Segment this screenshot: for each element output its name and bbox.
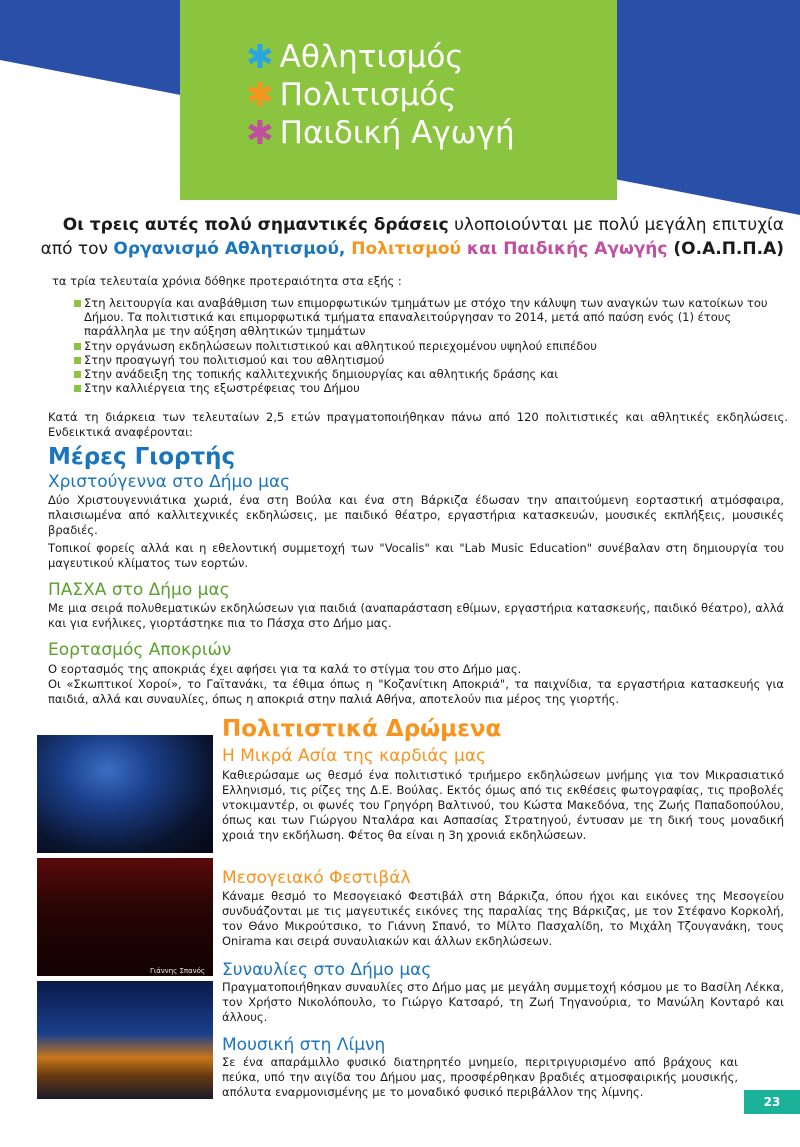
- holidays-heading: Μέρες Γιορτής: [48, 444, 236, 470]
- pianist-photo: [37, 858, 213, 976]
- concerts-text: Πραγματοποιήθηκαν συναυλίες στο Δήμο μας με μεγάλη συμμετοχή κόσμου με το Βασίλη Λέκκα, τον Χρήστο Νικολόπουλο, το Γιώργο Κατσαρό, τη Ζωή Τηγανούρια, το Μανώλη Κονταρό και άλλους.: [222, 980, 784, 1024]
- lake-heading: Μουσική στη Λίμνη: [222, 1035, 386, 1055]
- asterisk-icon: ✱: [246, 37, 274, 76]
- photo-caption: Γιάννης Σπανός: [150, 967, 206, 975]
- easter-heading: ΠΑΣΧΑ στο Δήμο μας: [48, 580, 230, 600]
- carnival-text: Ο εορτασμός της αποκριάς έχει αφήσει για τα καλά το στίγμα του στο Δήμο μας.: [48, 662, 522, 676]
- list-item: Στην ανάδειξη της τοπικής καλλιτεχνικής δημιουργίας και αθλητικής δράσης και: [74, 367, 774, 381]
- concerts-heading: Συναυλίες στο Δήμο μας: [222, 960, 432, 980]
- org-sports: Οργανισμό Αθλητισμού,: [113, 239, 346, 259]
- mediterranean-heading: Μεσογειακό Φεστιβάλ: [222, 868, 411, 888]
- christmas-heading: Χριστούγεννα στο Δήμο μας: [48, 472, 291, 492]
- asterisk-icon: ✱: [246, 75, 274, 114]
- carnival-heading: Εορτασμός Αποκριών: [48, 640, 232, 660]
- intro-text: υλοποιούνται με πολύ μεγάλη επιτυχία: [448, 215, 784, 235]
- header-line-education: [246, 114, 617, 152]
- header-box: [180, 0, 617, 200]
- priorities-lead: τα τρία τελευταία χρόνια δόθηκε προτεραιότητα στα εξής :: [52, 274, 402, 288]
- header-sports-text: Αθλητισμός: [279, 39, 464, 75]
- list-item: Στη λειτουργία και αναβάθμιση των επιμορφωτικών τμημάτων με στόχο την κάλυψη των αναγκών των κατοίκων του Δήμου. Τα πολιτιστικά και επιμορφωτικά τμήματα επαναλειτούργησαν το 2014, μετά από παύση ενός (1) έτους παράλληλα με την αύξηση αθλητικών τμημάτων: [74, 296, 774, 339]
- asterisk-icon: ✱: [246, 113, 274, 152]
- page-number: 23: [744, 1090, 800, 1114]
- header-culture-text: Πολιτισμός: [279, 77, 457, 113]
- org-culture: Πολιτισμού: [345, 239, 461, 259]
- asia-heading: Η Μικρά Ασία της καρδιάς μας: [222, 746, 486, 766]
- list-item: Στην καλλιέργεια της εξωστρέφειας του Δήμου: [74, 381, 774, 395]
- easter-text: Με μια σειρά πολυθεματικών εκδηλώσεων για παιδιά (αναπαράσταση εθίμων, εργαστήρια κατασκευής, παιδικό θέατρο), αλλά και για ενήλικες, γιορτάστηκε πια το Πάσχα στο Δήμο μας.: [48, 601, 784, 630]
- intro-bold: Οι τρεις αυτές πολύ σημαντικές δράσεις: [62, 215, 449, 235]
- christmas-text: Δύο Χριστουγεννιάτικα χωριά, ένα στη Βούλα και ένα στη Βάρκιζα έδωσαν την απαιτούμενη εορταστική ατμόσφαιρα, πλαισιωμένα από καλλιτεχνικές εκδηλώσεις, με παιδικό θέατρο, εργαστήρια κατασκευών, μουσικές εκπλήξεις, μουσικές βραδιές.: [48, 493, 784, 537]
- culture-heading: Πολιτιστικά Δρώμενα: [222, 716, 502, 742]
- list-item: Στην προαγωγή του πολιτισμού και του αθλητισμού: [74, 353, 774, 367]
- header-line-sports: [246, 38, 617, 76]
- lake-text: Σε ένα απαράμιλλο φυσικό διατηρητέο μνημείο, περιτριγυρισμένο από βράχους και πεύκα, υπό την αιγίδα του Δήμου μας, προσφέρθηκαν βραδιές ατμοσφαιρικής μουσικής, απόλυτα εναρμονισμένης με το μοναδικό φυσικό περιβάλλον της λίμνης.: [222, 1055, 738, 1099]
- priorities-list: [74, 296, 774, 395]
- lake-photo: [37, 981, 213, 1099]
- carnival-text-2: Οι «Σκωπτικοί Χοροί», το Γαϊτανάκι, τα έθιμα όπως η "Κοζανίτικη Αποκριά", τα παιχνίδια, τα εργαστήρια κατασκευής για παιδιά, αλλά και συναυλίες, όπως η αποκριά στην παλιά Αθήνα, αποτελούν πια μέρος της γιορτής.: [48, 677, 784, 706]
- org-education: και Παιδικής Αγωγής: [460, 239, 668, 259]
- intro-paragraph: [40, 213, 784, 261]
- summary-paragraph: Κατά τη διάρκεια των τελευταίων 2,5 ετών πραγματοποιήθηκαν πάνω από 120 πολιτιστικές και αθλητικές εκδηλώσεις. Ενδεικτικά αναφέρονται:: [48, 410, 788, 439]
- intro-text-from: από τον: [40, 239, 114, 259]
- concert-photo: [37, 735, 213, 853]
- list-item: Στην οργάνωση εκδηλώσεων πολιτιστικού και αθλητικού περιεχομένου υψηλού επιπέδου: [74, 339, 774, 353]
- org-abbreviation: (Ο.Α.Π.Π.Α): [667, 239, 784, 259]
- christmas-text-2: Τοπικοί φορείς αλλά και η εθελοντική συμμετοχή των "Vocalis" και "Lab Music Education" συνέβαλαν στη δημιουργία του μαγευτικού κλίματος των εορτών.: [48, 541, 784, 570]
- mediterranean-text: Κάναμε θεσμό το Μεσογειακό Φεστιβάλ στη Βάρκιζα, όπου ήχοι και εικόνες της Μεσογείου συνδυάζονται με τις μαγευτικές εικόνες της παραλίας της Βάρκιζας, με τον Στέφανο Κορκολή, τον Θάνο Μικρούτσικο, το Γιάννη Σπανό, το Μίλτο Πασχαλίδη, το Μιχάλη Τζουγανάκη, τους Onirama και σειρά συναυλιακών και άλλων εκδηλώσεων.: [222, 889, 784, 948]
- asia-text: Καθιερώσαμε ως θεσμό ένα πολιτιστικό τριήμερο εκδηλώσεων μνήμης για τον Μικρασιατικό Ελληνισμό, τις ρίζες της Δ.Ε. Βούλας. Εκτός όμως από τις εκθέσεις φωτογραφίας, τις προβολές ντοκιμαντέρ, οι φωνές του Γρηγόρη Βαλτινού, του Κώστα Μακεδόνα, της Ζωής Παπαδοπούλου, όπως και των Γιώργου Νταλάρα και Ασπασίας Στρατηγού, έντυσαν με τη δική τους μοναδική χροιά την εκδήλωση. Φέτος θα είναι η 3η χρονιά εκδηλώσεων.: [222, 768, 784, 842]
- header-line-culture: [246, 76, 617, 114]
- header-education-text: Παιδική Αγωγή: [279, 115, 515, 151]
